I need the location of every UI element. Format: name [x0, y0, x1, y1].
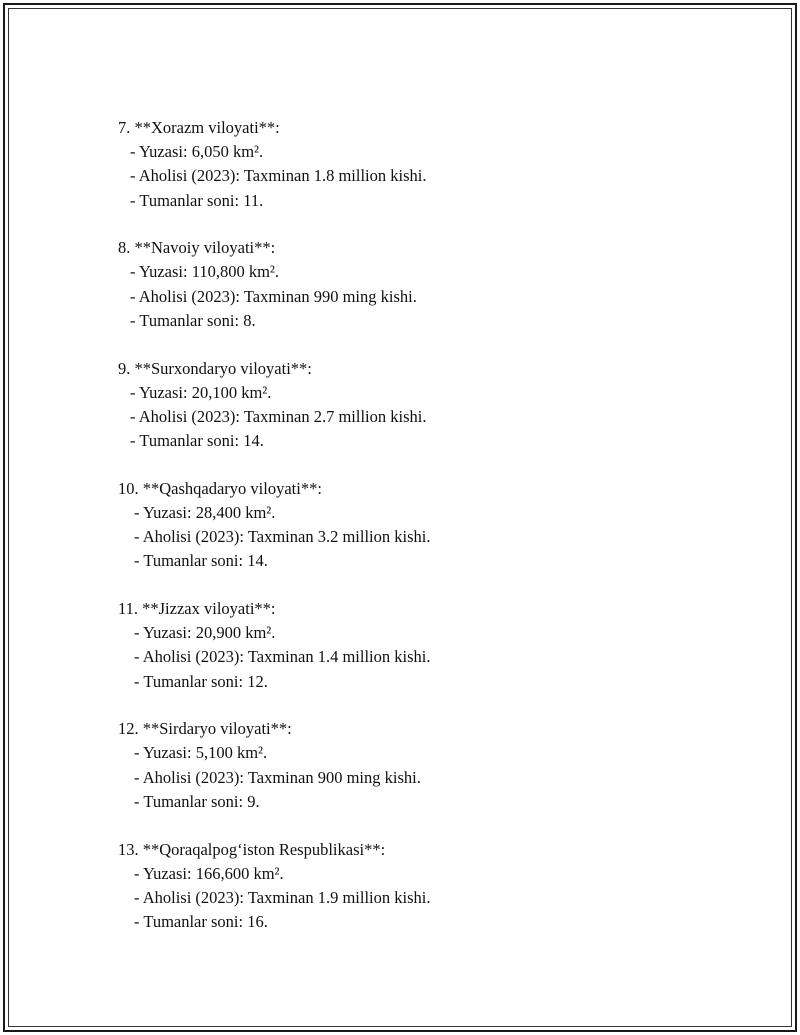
entry-population: - Aholisi (2023): Taxminan 1.4 million kishi. [134, 647, 431, 667]
entry-population: - Aholisi (2023): Taxminan 1.8 million kishi. [130, 166, 427, 186]
list-item [118, 116, 718, 213]
entry-heading: 8. **Navoiy viloyati**: [118, 238, 276, 258]
entry-districts: - Tumanlar soni: 14. [134, 551, 268, 571]
entry-area: - Yuzasi: 110,800 km². [130, 262, 279, 282]
entry-population: - Aholisi (2023): Taxminan 2.7 million kishi. [130, 406, 427, 426]
entry-population: - Aholisi (2023): Taxminan 900 ming kishi. [134, 767, 421, 787]
list-item [118, 477, 718, 574]
entry-heading: 7. **Xorazm viloyati**: [118, 118, 280, 137]
entry-districts: - Tumanlar soni: 12. [134, 671, 268, 691]
entry-population: - Aholisi (2023): Taxminan 990 ming kishi. [130, 286, 417, 306]
entry-area: - Yuzasi: 6,050 km². [130, 142, 264, 162]
entry-population: - Aholisi (2023): Taxminan 3.2 million kishi. [134, 527, 431, 547]
entry-area: - Yuzasi: 20,100 km². [130, 382, 272, 402]
entry-heading: 10. **Qashqadaryo viloyati**: [118, 478, 322, 498]
list-item [118, 236, 718, 333]
list-item [118, 597, 718, 694]
entry-area: - Yuzasi: 28,400 km². [134, 502, 276, 522]
entry-heading: 9. **Surxondaryo viloyati**: [118, 358, 312, 378]
entry-districts: - Tumanlar soni: 8. [130, 310, 256, 330]
entry-area: - Yuzasi: 20,900 km². [134, 623, 276, 643]
entry-districts: - Tumanlar soni: 9. [134, 791, 260, 811]
document-body [118, 116, 718, 958]
entry-districts: - Tumanlar soni: 11. [130, 190, 264, 210]
list-item [118, 838, 718, 935]
entry-heading: 11. **Jizzax viloyati**: [118, 599, 276, 618]
entry-area: - Yuzasi: 5,100 km². [134, 743, 268, 763]
list-item [118, 717, 718, 814]
entry-area: - Yuzasi: 166,600 km². [134, 863, 284, 883]
entry-heading: 13. **Qoraqalpog‘iston Respublikasi**: [118, 839, 386, 859]
entry-heading: 12. **Sirdaryo viloyati**: [118, 719, 292, 739]
entry-districts: - Tumanlar soni: 14. [130, 431, 264, 451]
entry-districts: - Tumanlar soni: 16. [134, 912, 268, 932]
list-item [118, 357, 718, 454]
entry-population: - Aholisi (2023): Taxminan 1.9 million kishi. [134, 887, 431, 907]
